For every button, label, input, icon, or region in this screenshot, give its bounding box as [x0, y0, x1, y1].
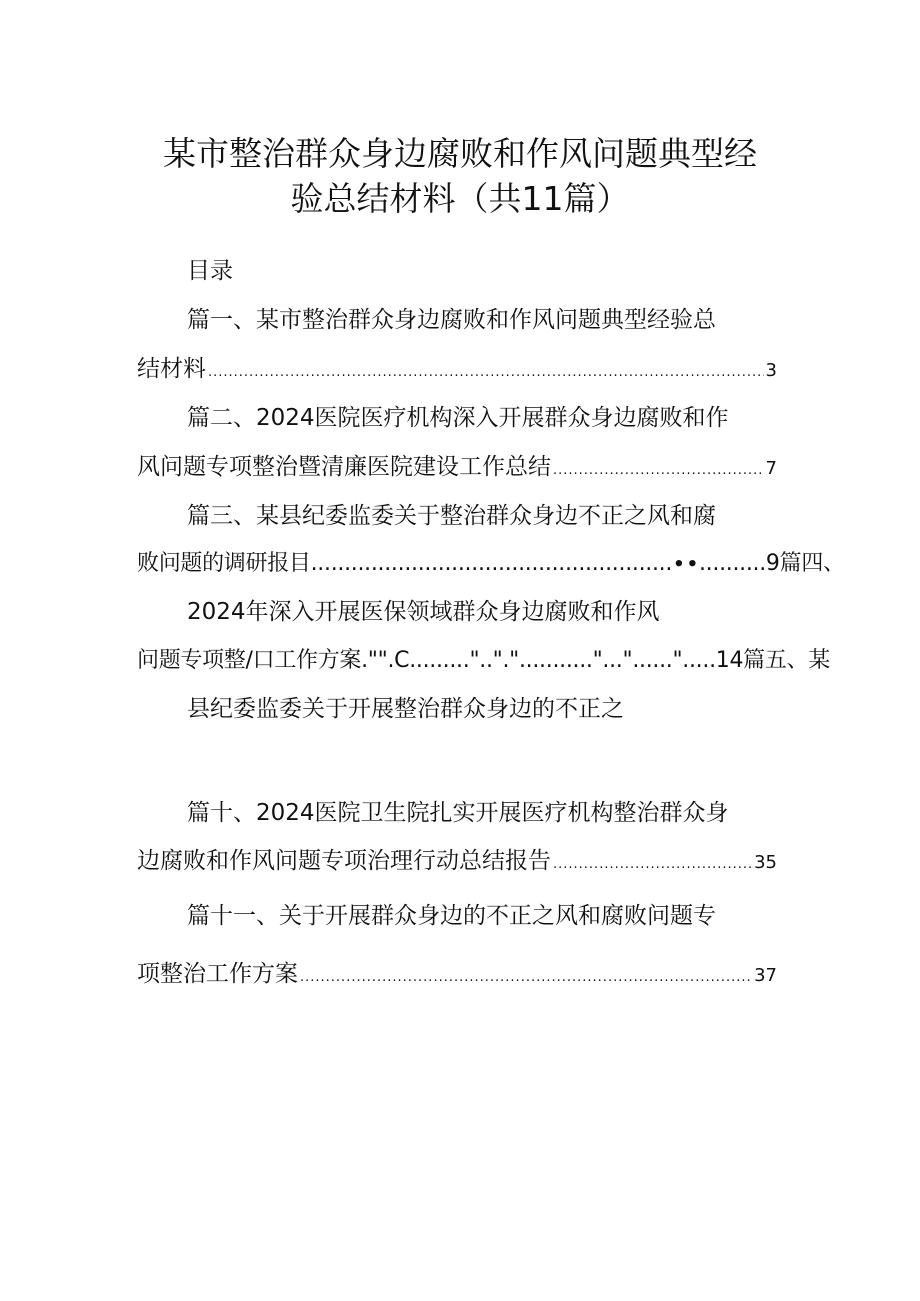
toc-entry-6-page: 37	[754, 965, 777, 986]
toc-entry-5-line-2[interactable]	[137, 846, 777, 876]
toc-leader-dots	[553, 456, 764, 486]
toc-entry-5-title: 边腐败和作风问题专项治理行动总结报告	[137, 848, 551, 874]
document-title-line-2: 验总结材料（共11篇）	[290, 179, 630, 218]
toc-leader-dots	[553, 850, 752, 880]
toc-entry-1-line-1: 篇一、某市整治群众身边腐败和作风问题典型经验总	[187, 307, 716, 333]
toc-entry-3-line-1: 篇三、某县纪委监委关于整治群众身边不正之风和腐	[187, 503, 716, 529]
toc-entry-2-line-1: 篇二、2024医院医疗机构深入开展群众身边腐败和作	[187, 405, 729, 431]
toc-entry-6-line-1: 篇十一、关于开展群众身边的不正之风和腐败问题专	[187, 903, 716, 929]
toc-entry-6-line-2[interactable]	[137, 959, 777, 989]
toc-leader-dots	[208, 358, 764, 388]
toc-entry-2-page: 7	[765, 458, 777, 479]
document-title-line-1: 某市整治群众身边腐败和作风问题典型经	[163, 134, 757, 173]
toc-entry-5-line-1: 篇十、2024医院卫生院扎实开展医疗机构整治群众身	[187, 800, 729, 826]
toc-entry-1-line-2[interactable]	[137, 354, 777, 384]
toc-entry-3-leader: ......................................................∙∙..........9篇四、	[310, 551, 845, 576]
toc-entry-4-line-3: 县纪委监委关于开展整治群众身边的不正之	[187, 696, 624, 722]
toc-entry-1-page: 3	[765, 360, 777, 381]
toc-entry-2-title: 风问题专项整治暨清廉医院建设工作总结	[137, 454, 551, 480]
toc-heading: 目录	[187, 258, 233, 284]
toc-entry-3-line-2[interactable]	[137, 549, 845, 579]
toc-entry-4-line-2[interactable]: 问题专项整/口工作方案."".C.........".."."..........."..."......".....14篇五、某	[137, 648, 830, 673]
toc-entry-5-page: 35	[754, 852, 777, 873]
toc-entry-4-line-1: 2024年深入开展医保领域群众身边腐败和作风	[187, 599, 660, 625]
toc-entry-6-title: 项整治工作方案	[137, 961, 298, 987]
toc-entry-1-title: 结材料	[137, 356, 206, 382]
toc-entry-3-title: 败问题的调研报目	[137, 551, 311, 576]
toc-leader-dots	[300, 963, 752, 993]
toc-entry-2-line-2[interactable]	[137, 452, 777, 482]
